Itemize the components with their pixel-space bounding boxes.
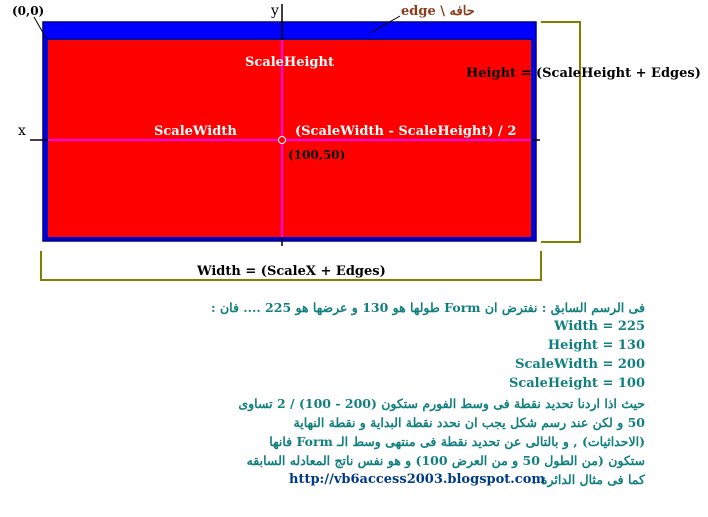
explanation-paragraph: حيث اذا اردنا تحديد نقطة فى وسط الفورم ستكون (200 - 100) / 2 تساوى 50 و لكن عند رسم شكل يجب ان نحدد نقطة البداية و نقطة النهاية (الاحداثيات) , و بالتالى عن تحديد نقطة فى منتهى وسط الـ Form فانها ستكون (من الطول 50 و من العرض 100) و هو نفس ناتج المعادله السابقه كما فى مثال الدائرة . [238,396,645,487]
origin-label: (0,0) [12,4,45,18]
center-formula-label: (ScaleWidth - ScaleHeight) / 2 [295,124,517,139]
y-axis-label: y [271,3,279,19]
blog-url-link[interactable]: http://vb6access2003.blogspot.com [289,472,546,487]
edge-label: edge \ حافه [401,4,475,19]
equation-height: Height = 130 [547,338,645,353]
equation-width: Width = 225 [554,319,645,334]
equation-scale-height: ScaleHeight = 100 [508,376,645,391]
intro-text: فى الرسم السابق : نفترض ان Form طولها هو 130 و عرضها هو 225 .... فان : [211,300,645,315]
center-point-label: (100,50) [288,148,346,162]
x-axis-label: x [18,123,26,139]
height-bracket [541,22,580,242]
height-formula-label: Height = (ScaleHeight + Edges) [466,66,701,81]
equation-scale-width: ScaleWidth = 200 [515,357,645,372]
center-point [279,137,286,144]
scale-height-label: ScaleHeight [245,55,334,70]
scale-width-label: ScaleWidth [154,124,237,139]
width-formula-label: Width = (ScaleX + Edges) [197,264,386,279]
